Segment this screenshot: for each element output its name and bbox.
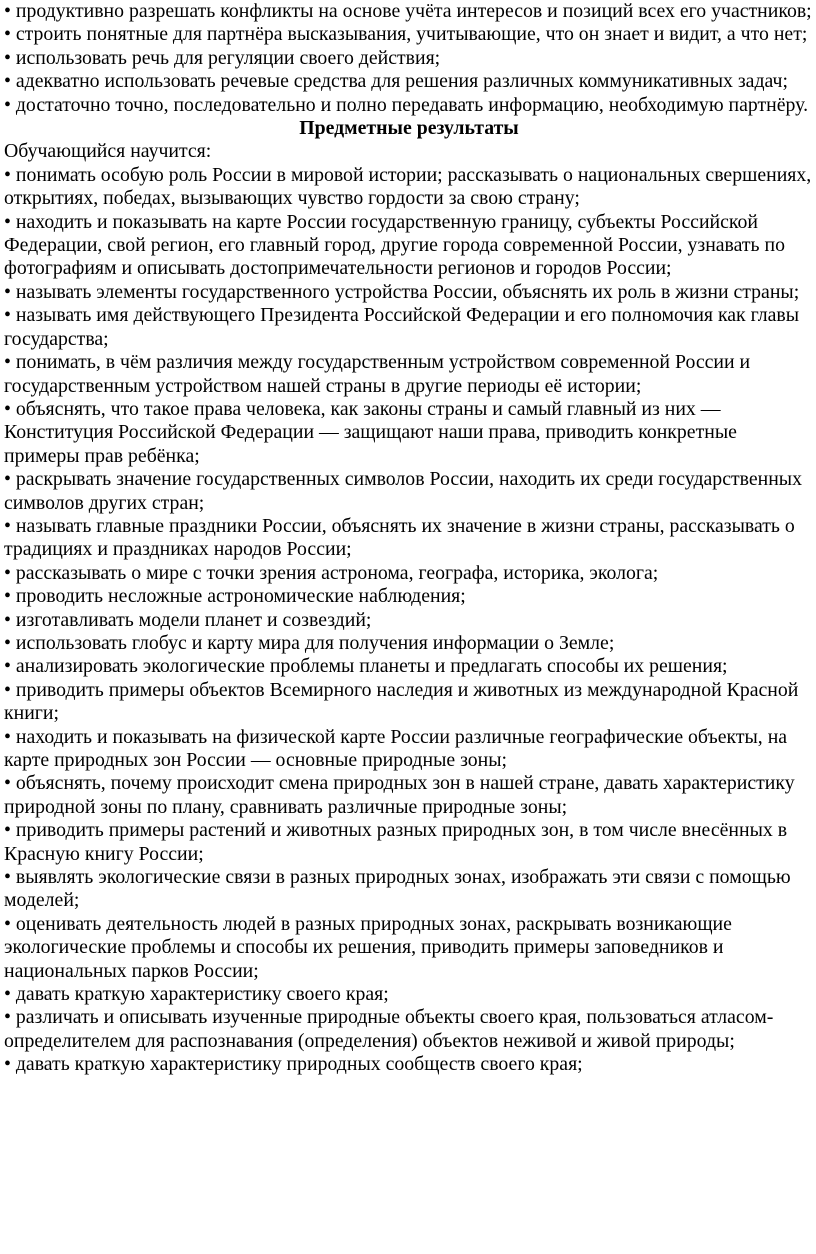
list-item: • находить и показывать на физической карте России различные географические объекты, на карте природных зон России — основные природные зоны; (4, 725, 788, 771)
list-item: • приводить примеры объектов Всемирного наследия и животных из международной Красной книги; (4, 678, 799, 725)
list-item: • использовать глобус и карту мира для получения информации о Земле; (4, 631, 615, 654)
list-item: • строить понятные для партнёра высказывания, учитывающие, что он знает и видит, а что нет; (4, 23, 808, 46)
list-item: • называть имя действующего Президента Российской Федерации и его полномочия как главы государства; (4, 304, 800, 350)
list-item: • проводить несложные астрономические наблюдения; (4, 585, 466, 608)
list-item: • изготавливать модели планет и созвездий; (4, 608, 372, 631)
list-item: • давать краткую характеристику своего края; (4, 983, 389, 1006)
section-intro: Обучающийся научится: (4, 140, 212, 163)
list-item: • приводить примеры растений и животных разных природных зон, в том числе внесённых в Красную книгу России; (4, 819, 788, 865)
list-item: • выявлять экологические связи в разных природных зонах, изображать эти связи с помощью моделей; (4, 866, 791, 912)
section-heading: Предметные результаты (299, 117, 519, 140)
list-item: • называть элементы государственного устройства России, объяснять их роль в жизни страны; (4, 280, 800, 303)
list-item: • называть главные праздники России, объяснять их значение в жизни страны, рассказывать о традициях и праздниках народов России; (4, 514, 795, 561)
list-item: • рассказывать о мире с точки зрения астронома, географа, историка, эколога; (4, 561, 659, 584)
list-item: • давать краткую характеристику природных сообществ своего края; (4, 1053, 583, 1076)
results-list (4, 164, 814, 1077)
list-item: • продуктивно разрешать конфликты на основе учёта интересов и позиций всех его участников; (4, 0, 812, 22)
list-item: • оценивать деятельность людей в разных природных зонах, раскрывать возникающие экологические проблемы и способы их решения, приводить примеры заповедников и национальных парков России; (4, 912, 732, 982)
list-item: • различать и описывать изученные природные объекты своего края, пользоваться атласом-определителем для распознавания (определения) объектов неживой и живой природы; (4, 1006, 774, 1052)
list-item: • объяснять, что такое права человека, как законы страны и самый главный из них — Конституция Российской Федерации — защищают наши права, приводить конкретные примеры прав ребёнка; (4, 397, 737, 467)
list-item: • понимать, в чём различия между государственным устройством современной России и государственным устройством нашей страны в другие периоды её истории; (4, 351, 751, 397)
top-list (4, 0, 814, 117)
list-item: • достаточно точно, последовательно и полно передавать информацию, необходимую партнёру. (4, 93, 809, 116)
list-item: • использовать речь для регуляции своего действия; (4, 46, 441, 69)
list-item: • анализировать экологические проблемы планеты и предлагать способы их решения; (4, 655, 728, 678)
list-item: • понимать особую роль России в мировой истории; рассказывать о национальных свершениях, открытиях, победах, вызывающих чувство гордости за свою страну; (4, 163, 812, 210)
list-item: • раскрывать значение государственных символов России, находить их среди государственных символов других стран; (4, 468, 802, 514)
list-item: • адекватно использовать речевые средства для решения различных коммуникативных задач; (4, 70, 788, 93)
list-item: • объяснять, почему происходит смена природных зон в нашей стране, давать характеристику природной зоны по плану, сравнивать различные природные зоны; (4, 772, 795, 818)
list-item: • находить и показывать на карте России государственную границу, субъекты Российской Федерации, свой регион, его главный город, другие города современной России, узнавать по фотографиям и описывать достопримечательности регионов и городов России; (4, 210, 785, 280)
